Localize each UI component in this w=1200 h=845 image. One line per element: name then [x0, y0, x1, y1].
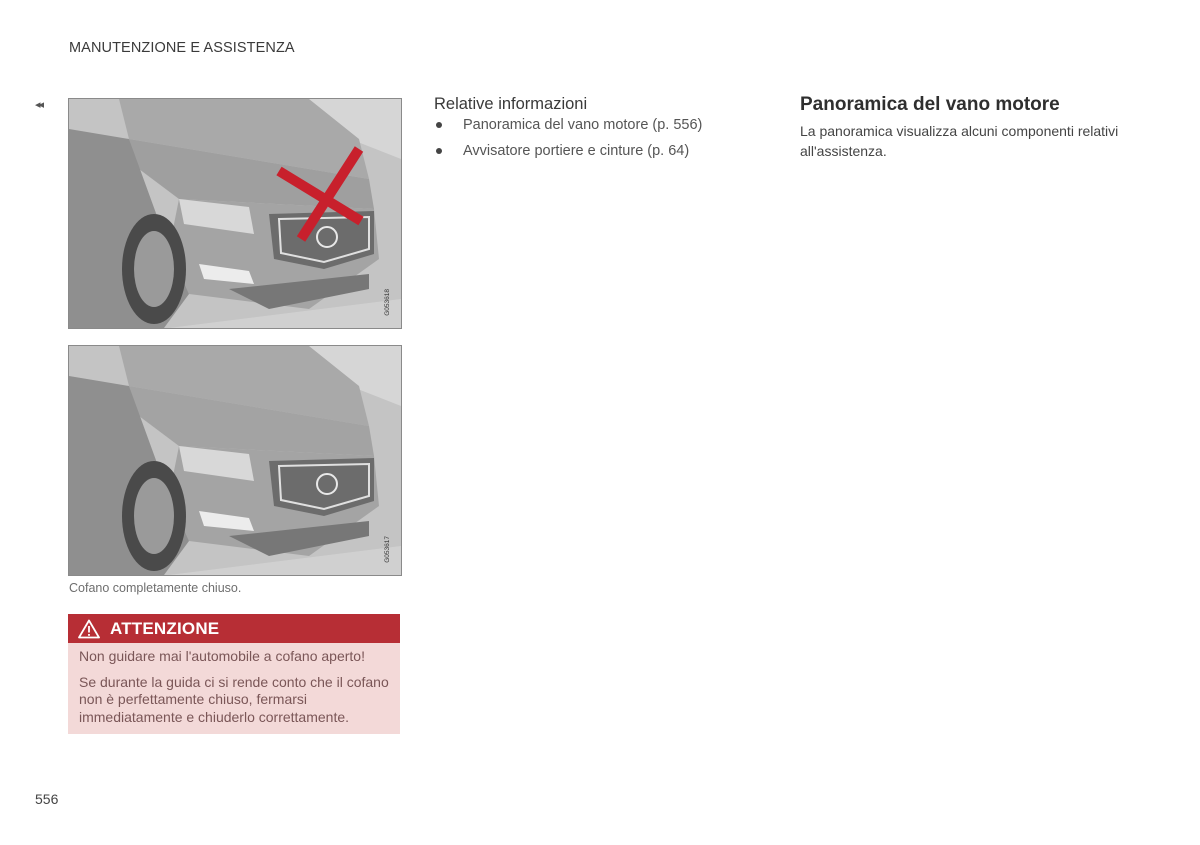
figure-hood-open [68, 98, 402, 329]
warning-body [68, 643, 400, 726]
car-front-illustration [69, 346, 401, 575]
section-body: La panoramica visualizza alcuni componenti relativi all'assistenza. [800, 123, 1119, 159]
related-link-item[interactable] [434, 143, 702, 169]
warning-title: ATTENZIONE [110, 618, 220, 638]
figure-code: G053618 [384, 289, 391, 316]
warning-header [68, 614, 400, 643]
related-link-item[interactable] [434, 117, 702, 143]
related-info-list [434, 117, 702, 169]
section-title: Panoramica del vano motore [800, 94, 1060, 115]
related-info-title: Relative informazioni [434, 95, 588, 113]
related-link-text[interactable]: Panoramica del vano motore (p. 556) [463, 117, 703, 133]
warning-box [68, 614, 400, 734]
warning-paragraph: Se durante la guida ci si rende conto che il cofano non è perfettamente chiuso, fermarsi immediatamente e chiuderlo correttamente. [79, 673, 389, 725]
bullet-icon [436, 148, 442, 154]
figure-hood-closed [68, 345, 402, 576]
related-link-text[interactable]: Avvisatore portiere e cinture (p. 64) [463, 143, 690, 159]
page-number: 556 [35, 791, 59, 807]
continuation-icon: ◂◂ [35, 99, 43, 111]
figure-code: G053617 [384, 536, 391, 563]
warning-paragraph: Non guidare mai l'automobile a cofano aperto! [79, 648, 365, 664]
running-header: MANUTENZIONE E ASSISTENZA [69, 40, 295, 56]
bullet-icon [436, 122, 442, 128]
warning-triangle-icon [78, 619, 100, 639]
figure-caption: Cofano completamente chiuso. [69, 581, 242, 595]
car-front-illustration [69, 99, 401, 328]
